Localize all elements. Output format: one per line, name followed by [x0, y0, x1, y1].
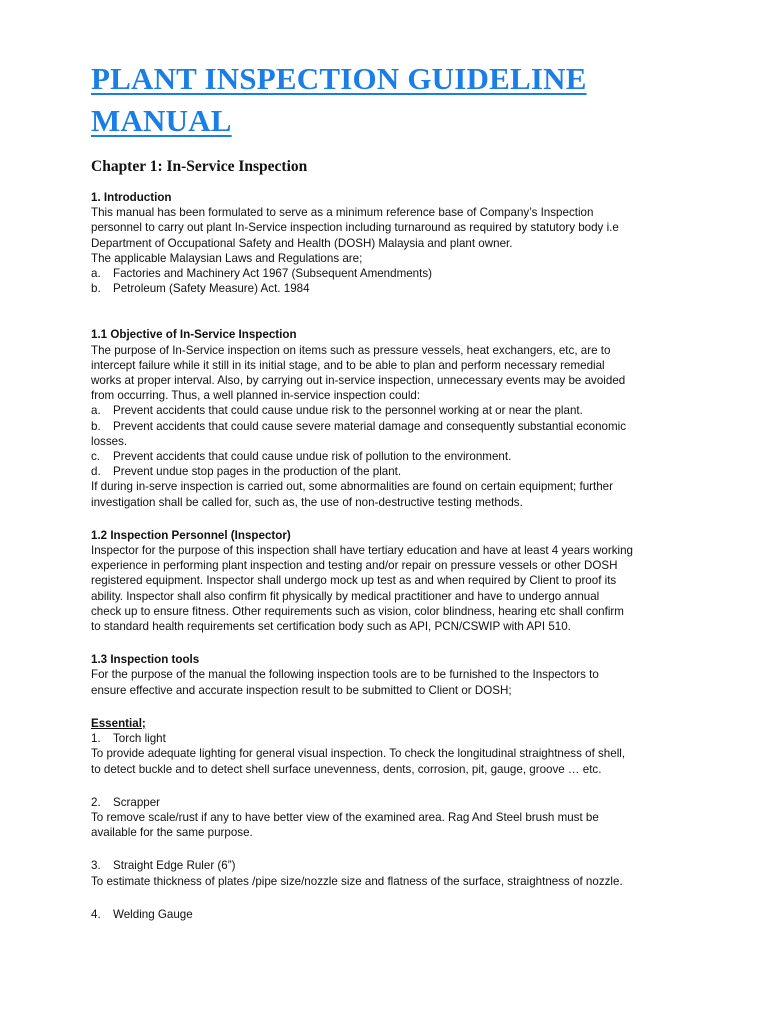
intro-line: Department of Occupational Safety and Health (DOSH) Malaysia and plant owner. [91, 236, 513, 250]
intro-line: The applicable Malaysian Laws and Regulations are; [91, 251, 363, 265]
intro-line: personnel to carry out plant In-Service inspection including turnaround as required by statutory body i.e [91, 221, 619, 235]
title-line-2: MANUAL [91, 103, 232, 138]
document-title [91, 58, 708, 142]
list-item: b. Prevent accidents that could cause severe material damage and consequently substantial economic [91, 419, 627, 433]
tool-description: available for the same purpose. [91, 826, 253, 840]
tool-description: To estimate thickness of plates /pipe size/nozzle size and flatness of the surface, straightness of nozzle. [91, 874, 623, 888]
personnel-heading: 1.2 Inspection Personnel (Inspector) [91, 528, 291, 542]
objective-heading: 1.1 Objective of In-Service Inspection [91, 328, 297, 342]
list-item: a. Factories and Machinery Act 1967 (Subsequent Amendments) [91, 267, 433, 281]
personnel-line: experience in performing plant inspection and testing and/or repair on pressure vessels or other DOSH [91, 559, 618, 573]
tool-description: to detect buckle and to detect shell surface unevenness, dents, corrosion, pit, gauge, groove … etc. [91, 762, 602, 776]
intro-heading: 1. Introduction [91, 191, 172, 204]
personnel-line: registered equipment. Inspector shall undergo mock up test as and when required by Client to proof its [91, 574, 617, 588]
tool-item: 1. Torch light [91, 732, 166, 746]
list-item-continuation: losses. [91, 434, 128, 448]
essential-heading: Essential; [91, 716, 146, 730]
tool-item: 3. Straight Edge Ruler (6”) [91, 859, 236, 873]
personnel-line: ability. Inspector shall also confirm fit physically by medical practitioner and have to undergo annual [91, 589, 600, 603]
list-item: b. Petroleum (Safety Measure) Act. 1984 [91, 282, 310, 296]
personnel-line: Inspector for the purpose of this inspection shall have tertiary education and have at least 4 years working [91, 544, 633, 558]
list-item: d. Prevent undue stop pages in the production of the plant. [91, 465, 402, 479]
intro-line: This manual has been formulated to serve as a minimum reference base of Company’s Inspection [91, 206, 594, 220]
tool-item: 2. Scrapper [91, 795, 161, 809]
objective-after-line: investigation shall be called for, such as, the use of non-destructive testing methods. [91, 495, 523, 509]
list-item: c. Prevent accidents that could cause undue risk of pollution to the environment. [91, 450, 512, 464]
tool-description: To remove scale/rust if any to have better view of the examined area. Rag And Steel brush must be [91, 810, 599, 824]
objective-line: from occurring. Thus, a well planned in-service inspection could: [91, 389, 421, 403]
personnel-line: to standard health requirements set certification body such as API, PCN/CSWIP with API 510. [91, 620, 571, 634]
objective-line: intercept failure while it still in its initial stage, and to be able to plan and perform necessary remedial [91, 358, 605, 372]
document-body [91, 190, 708, 922]
list-item: a. Prevent accidents that could cause undue risk to the personnel working at or near the plant. [91, 404, 583, 418]
objective-line: works at proper interval. Also, by carrying out in-service inspection, unnecessary events may be avoided [91, 374, 626, 388]
tool-description: To provide adequate lighting for general visual inspection. To check the longitudinal straightness of shell, [91, 747, 626, 761]
tools-line: For the purpose of the manual the following inspection tools are to be furnished to the Inspectors to [91, 668, 599, 682]
title-line-1: PLANT INSPECTION GUIDELINE [91, 61, 587, 96]
tool-item: 4. Welding Gauge [91, 907, 193, 921]
tools-heading: 1.3 Inspection tools [91, 653, 200, 667]
tools-line: ensure effective and accurate inspection result to be submitted to Client or DOSH; [91, 683, 512, 697]
chapter-heading: Chapter 1: In-Service Inspection [91, 158, 308, 175]
objective-after-line: If during in-serve inspection is carried out, some abnormalities are found on certain equipment; further [91, 480, 613, 494]
objective-line: The purpose of In-Service inspection on items such as pressure vessels, heat exchangers, etc, are to [91, 343, 611, 357]
personnel-line: check up to ensure fitness. Other requirements such as vision, color blindness, hearing etc shall confirm [91, 604, 624, 618]
